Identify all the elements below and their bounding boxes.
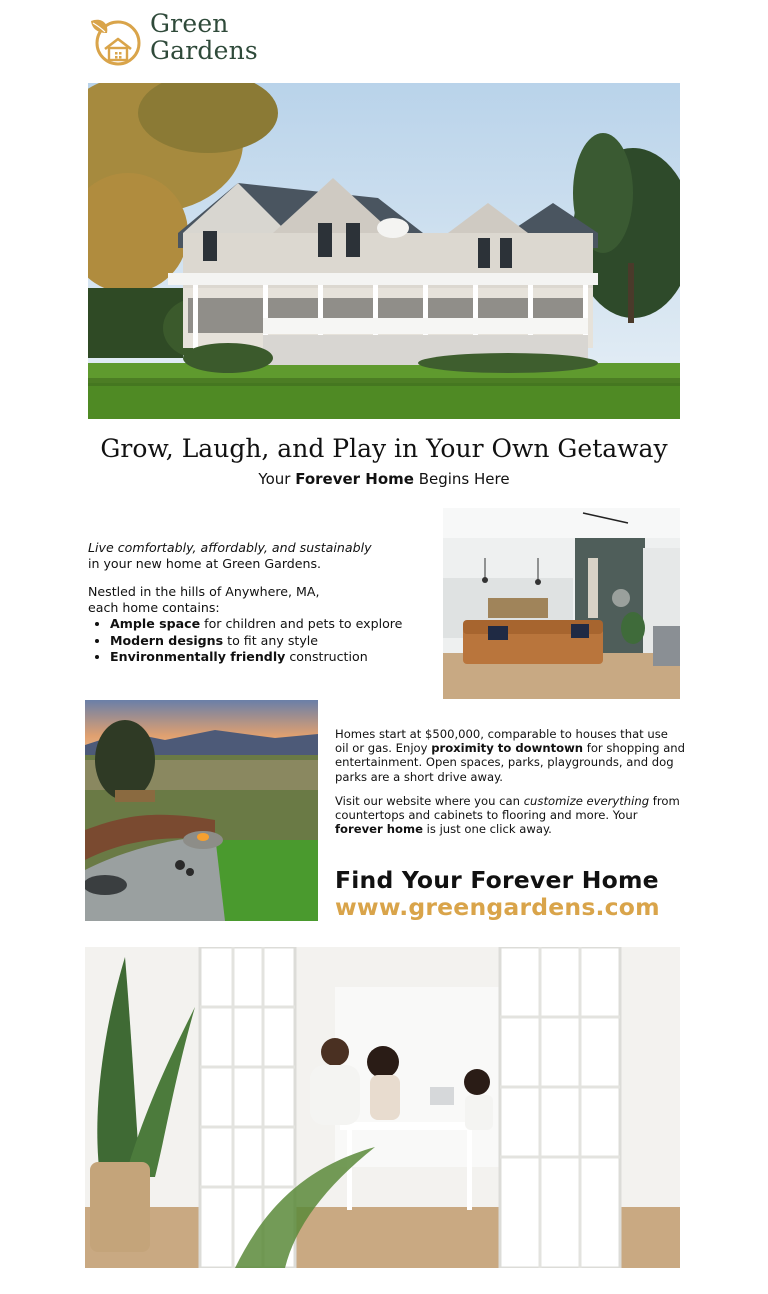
details-p2-a: Visit our website where you can — [335, 793, 524, 808]
feature-item — [110, 616, 433, 633]
details-paragraph-1 — [335, 727, 685, 784]
website-link[interactable]: www.greengardens.com — [335, 893, 660, 921]
intro-italic-line: Live comfortably, affordably, and sustainably — [88, 540, 372, 555]
hero-house-photo — [88, 83, 680, 419]
intro-block — [88, 540, 433, 666]
intro-nestled-line1: Nestled in the hills of Anywhere, MA, — [88, 584, 320, 599]
feature-item — [110, 633, 433, 650]
feature-bold: Ample space — [110, 616, 201, 631]
details-p2-italic: customize everything — [523, 793, 650, 808]
details-p1-a: Homes start at $500,000, comparable to houses that use oil or gas. Enjoy — [335, 727, 668, 756]
feature-bold: Environmentally friendly — [110, 649, 286, 664]
subheadline-bold: Forever Home — [295, 470, 414, 488]
brand-name — [150, 10, 258, 64]
details-p2-bold: forever home — [335, 822, 423, 837]
intro-line2: in your new home at Green Gardens. — [88, 556, 322, 571]
details-p1-b: for shopping and entertainment. Open spaces, parks, playgrounds, and dog parks are a short drive away. — [335, 741, 686, 784]
feature-text: to fit any style — [223, 632, 319, 648]
feature-list — [88, 616, 433, 666]
subheadline-post: Begins Here — [413, 470, 510, 488]
cta-title: Find Your Forever Home — [335, 866, 659, 894]
living-room-photo — [443, 508, 680, 699]
subheadline — [0, 470, 768, 488]
subheadline-pre: Your — [258, 470, 296, 488]
feature-text: for children and pets to explore — [200, 616, 403, 631]
family-dining-photo — [85, 947, 680, 1268]
headline: Grow, Laugh, and Play in Your Own Getaway — [100, 434, 668, 463]
details-block — [335, 727, 685, 846]
feature-bold: Modern designs — [110, 632, 224, 648]
brand-name-line2: Gardens — [150, 36, 258, 65]
garden-firepit-photo — [85, 700, 318, 921]
details-p2-c: is just one click away. — [422, 822, 552, 837]
details-paragraph-2 — [335, 794, 685, 837]
intro-nestled-line2: each home contains: — [88, 600, 220, 615]
brand-name-line1: Green — [150, 9, 229, 38]
feature-text: construction — [285, 649, 368, 664]
feature-item — [110, 649, 433, 666]
details-p2-b: from countertops and cabinets to flooring and more. Your — [335, 793, 680, 823]
brand-logo-icon — [87, 15, 145, 67]
details-p1-bold: proximity to downtown — [431, 741, 584, 756]
